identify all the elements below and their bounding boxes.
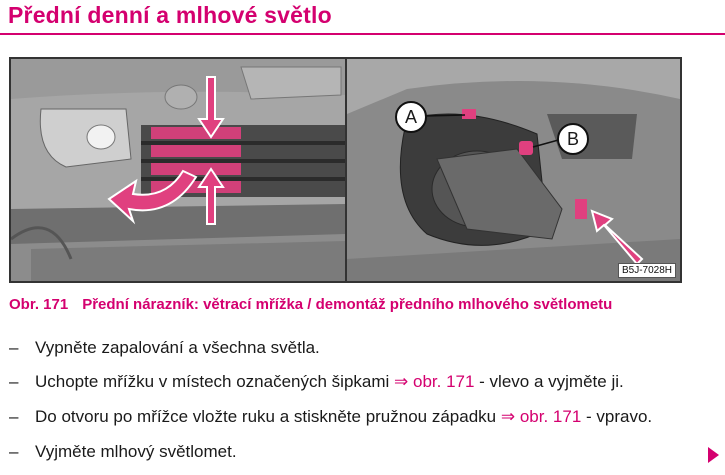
step-text-end: - vpravo. (581, 407, 653, 426)
callout-b: B (557, 123, 589, 155)
figure-reference-link[interactable]: obr. 171 (408, 372, 475, 391)
figure-171 (9, 57, 682, 283)
title-rule (0, 33, 725, 35)
step-text: Uchopte mřížku v místech označených šipkami (35, 372, 395, 391)
list-item (9, 372, 624, 392)
next-page-triangle-icon[interactable] (708, 447, 719, 463)
list-dash: – (9, 442, 19, 461)
list-dash: – (9, 407, 19, 426)
step-text: Vyjměte mlhový světlomet. (35, 442, 237, 461)
list-dash: – (9, 372, 19, 391)
list-item (9, 338, 320, 358)
callout-a: A (395, 101, 427, 133)
figure-reference-link[interactable]: obr. 171 (515, 407, 582, 426)
step-text: Vypněte zapalování a všechna světla. (35, 338, 320, 357)
bumper-grille-illustration (11, 59, 345, 281)
figure-code: B5J-7028H (618, 263, 676, 278)
step-text-end: - vlevo a vyjměte ji. (474, 372, 624, 391)
page-title: Přední denní a mlhové světlo (8, 2, 332, 28)
reference-arrow-icon: ⇒ (500, 407, 516, 426)
caption-number: Obr. 171 (9, 296, 69, 313)
figure-caption (9, 296, 612, 313)
list-dash: – (9, 338, 19, 357)
list-item (9, 407, 652, 427)
list-item (9, 442, 237, 462)
caption-text: Přední nárazník: větrací mřížka / demontáž předního mlhového světlometu (82, 296, 613, 313)
fog-light-removal-illustration (347, 59, 680, 281)
reference-arrow-icon: ⇒ (394, 372, 409, 391)
step-text: Do otvoru po mřížce vložte ruku a stiskněte pružnou západku (35, 407, 501, 426)
